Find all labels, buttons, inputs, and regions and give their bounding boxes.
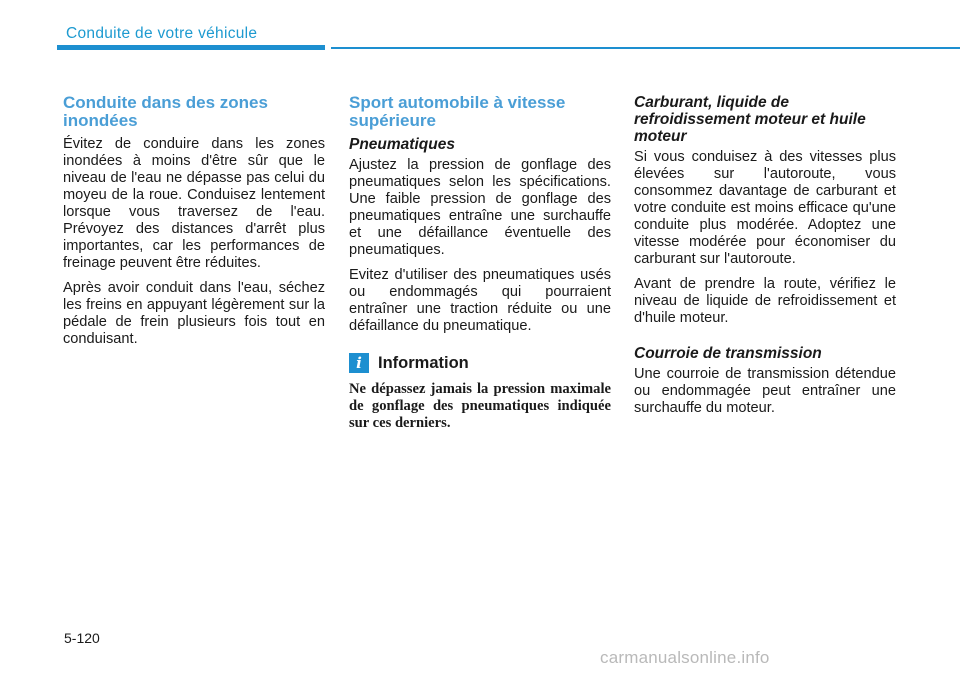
column-fluids-belt bbox=[634, 94, 896, 425]
column-flooded-areas bbox=[63, 94, 325, 356]
column-high-speed bbox=[349, 94, 611, 432]
paragraph-tires-1: Ajustez la pression de gonflage des pneumatiques selon les spécifications. Une faible pression de gonflage des pneumatiques entraîne une surchauffe et une défaillance éventuelle des pneumatiques. bbox=[349, 157, 611, 258]
info-icon: i bbox=[349, 353, 369, 373]
heading-fuel-coolant-oil: Carburant, liquide de refroidissement moteur et huile moteur bbox=[634, 94, 866, 145]
header-rule-thin bbox=[331, 47, 960, 49]
heading-high-speed: Sport automobile à vitesse supérieure bbox=[349, 93, 566, 130]
paragraph-drive-belt: Une courroie de transmission détendue ou endommagée peut entraîner une surchauffe du moteur. bbox=[634, 366, 896, 416]
spacer bbox=[634, 335, 896, 345]
page-number: 5-120 bbox=[64, 630, 100, 646]
info-box-header bbox=[349, 353, 611, 373]
paragraph-flooded-2: Après avoir conduit dans l'eau, séchez les freins en appuyant légèrement sur la pédale de frein plusieurs fois tout en conduisant. bbox=[63, 280, 325, 347]
header-rule-thick bbox=[57, 45, 325, 50]
info-title: Information bbox=[378, 353, 469, 372]
paragraph-fuel-1: Si vous conduisez à des vitesses plus élevées sur l'autoroute, vous consommez davantage de carburant et votre conduite est moins efficace qu'une conduite plus modérée. Adoptez une vitesse modérée pour économiser du carburant sur l'autoroute. bbox=[634, 149, 896, 267]
section-title: Conduite de votre véhicule bbox=[66, 25, 258, 42]
paragraph-flooded-1: Évitez de conduire dans les zones inondées à moins d'être sûr que le niveau de l'eau ne dépasse pas celui du moyeu de la roue. Conduisez lentement lorsque vous traversez de l'eau. Prévoyez des distances d'arrêt plus importantes, car les performances de freinage peuvent être réduites. bbox=[63, 136, 325, 271]
heading-flooded-areas: Conduite dans des zones inondées bbox=[63, 93, 268, 130]
heading-drive-belt: Courroie de transmission bbox=[634, 345, 822, 362]
info-text: Ne dépassez jamais la pression maximale de gonflage des pneumatiques indiquée sur ces derniers. bbox=[349, 381, 611, 431]
subheading-tires: Pneumatiques bbox=[349, 136, 455, 153]
watermark: carmanualsonline.info bbox=[600, 648, 770, 667]
paragraph-tires-2: Evitez d'utiliser des pneumatiques usés ou endommagés qui pourraient entraîner une traction réduite ou une défaillance du pneumatique. bbox=[349, 267, 611, 334]
paragraph-fuel-2: Avant de prendre la route, vérifiez le niveau de liquide de refroidissement et d'huile moteur. bbox=[634, 276, 896, 326]
